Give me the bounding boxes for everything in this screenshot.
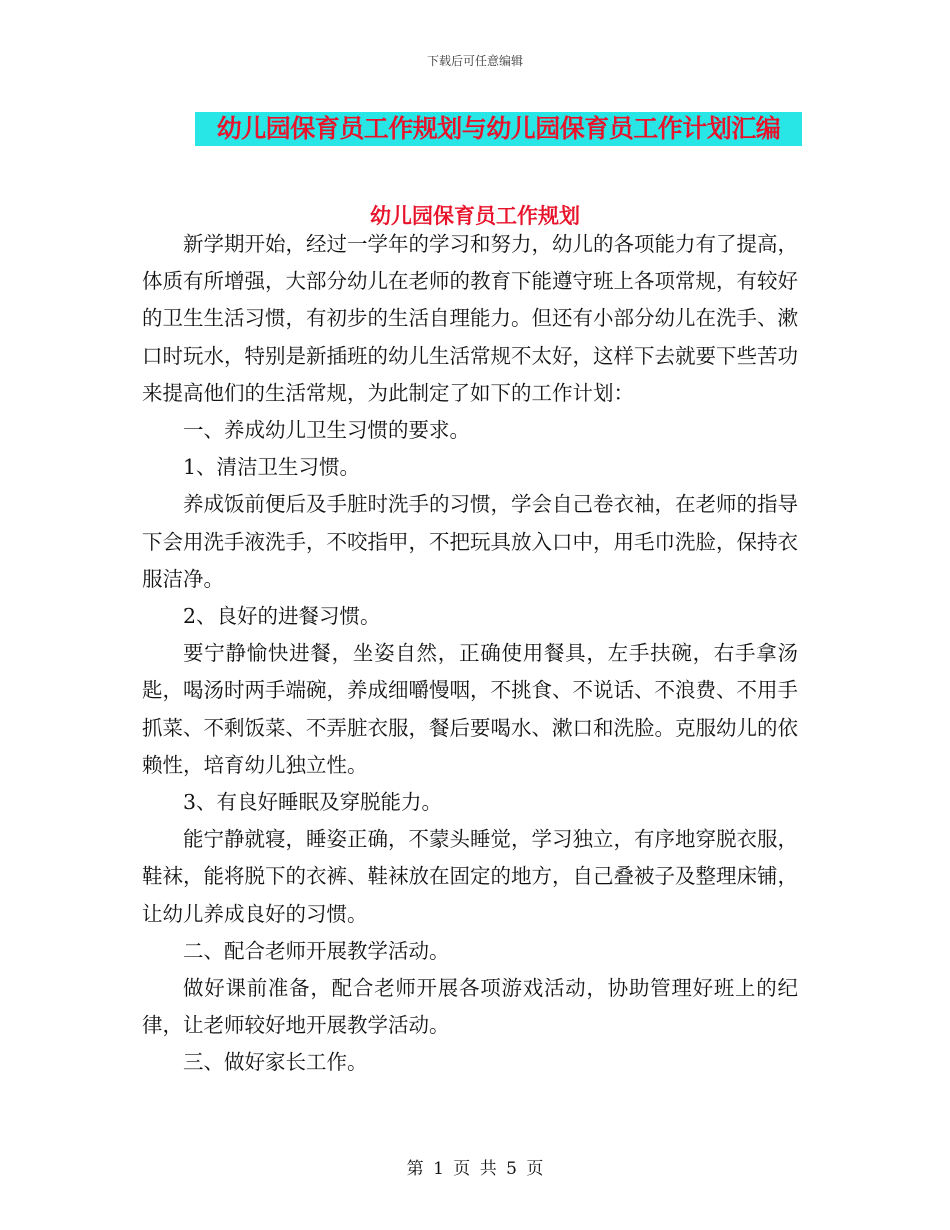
- subheading-dining: 2、良好的进餐习惯。: [183, 604, 381, 629]
- paragraph-dining: 要宁静愉快进餐，坐姿自然，正确使用餐具，左手扶碗，右手拿汤匙，喝汤时两手端碗，养成细嚼慢咽，不挑食、不说话、不浪费、不用手抓菜、不剩饭菜、不弄脏衣服，餐后要喝水、漱口和洗脸。克服幼儿的依赖性，培育幼儿独立性。: [142, 641, 798, 777]
- paragraph-cleanliness: 养成饭前便后及手脏时洗手的习惯，学会自己卷衣袖，在老师的指导下会用洗手液洗手，不咬指甲，不把玩具放入口中，用毛巾洗脸，保持衣服洁净。: [142, 492, 798, 591]
- paragraph-intro: 新学期开始，经过一学年的学习和努力，幼儿的各项能力有了提高，体质有所增强，大部分幼儿在老师的教育下能遵守班上各项常规，有较好的卫生生活习惯，有初步的生活自理能力。但还有小部分幼儿在洗手、漱口时玩水，特别是新插班的幼儿生活常规不太好，这样下去就要下些苦功来提高他们的生活常规，为此制定了如下的工作计划：: [142, 232, 798, 405]
- page-footer: 第 1 页 共 5 页: [406, 1159, 544, 1179]
- paragraph-teaching-support: 做好课前准备，配合老师开展各项游戏活动，协助管理好班上的纪律，让老师较好地开展教学活动。: [142, 976, 798, 1038]
- header-note: 下载后可任意编辑: [426, 54, 523, 68]
- heading-parent-work: 三、做好家长工作。: [183, 1050, 368, 1075]
- document-title: 幼儿园保育员工作规划与幼儿园保育员工作计划汇编: [195, 112, 802, 146]
- body-text: [142, 226, 798, 1082]
- heading-teaching-support: 二、配合老师开展教学活动。: [183, 938, 450, 963]
- subheading-cleanliness: 1、清洁卫生习惯。: [183, 455, 361, 480]
- section-title: 幼儿园保育员工作规划: [370, 204, 580, 228]
- subheading-sleep: 3、有良好睡眠及穿脱能力。: [183, 790, 443, 815]
- heading-hygiene-habits: 一、养成幼儿卫生习惯的要求。: [183, 418, 470, 443]
- paragraph-sleep: 能宁静就寝，睡姿正确，不蒙头睡觉，学习独立，有序地穿脱衣服，鞋袜，能将脱下的衣裤、鞋袜放在固定的地方，自己叠被子及整理床铺，让幼儿养成良好的习惯。: [142, 827, 798, 926]
